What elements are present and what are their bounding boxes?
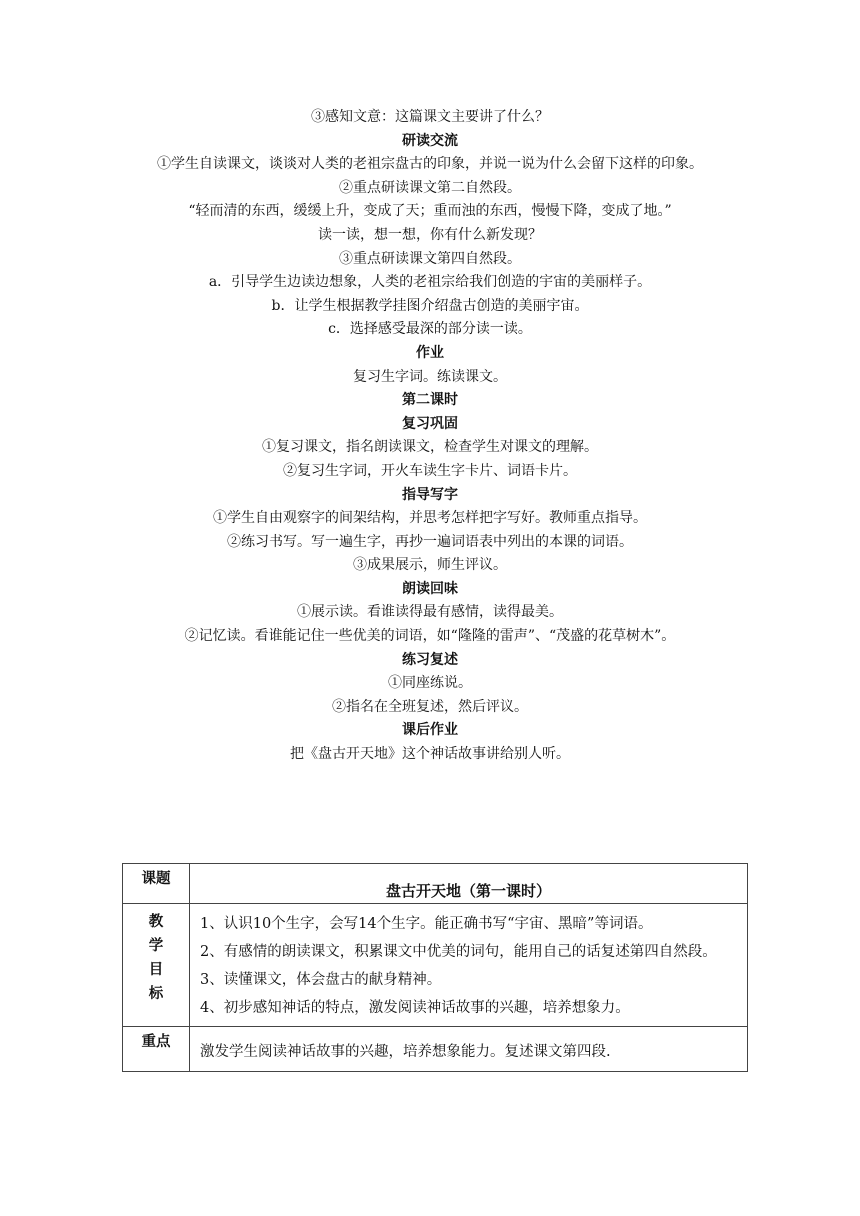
body-line: a．引导学生边读边想象，人类的老祖宗给我们创造的宇宙的美丽样子。 bbox=[208, 274, 652, 291]
section-heading: 朗读回味 bbox=[402, 580, 458, 597]
goal-item: 4、初步感知神话的特点，激发阅读神话故事的兴趣，培养想象力。 bbox=[200, 1000, 630, 1016]
lesson-title: 盘古开天地（第一课时） bbox=[190, 864, 748, 904]
section-heading: 指导写字 bbox=[402, 486, 458, 503]
goals-row bbox=[123, 904, 748, 1027]
body-line: 复习生字词。练读课文。 bbox=[353, 368, 507, 385]
body-line: ②练习书写。写一遍生字，再抄一遍词语表中列出的本课的词语。 bbox=[227, 533, 633, 550]
title-row bbox=[123, 864, 748, 904]
section-heading: 第二课时 bbox=[402, 392, 458, 409]
body-line: ②指名在全班复述，然后评议。 bbox=[332, 698, 528, 715]
body-line: ②记忆读。看谁能记住一些优美的词语，如“隆隆的雷声”、“茂盛的花草树木”。 bbox=[184, 628, 676, 645]
body-line: 读一读，想一想，你有什么新发现？ bbox=[318, 226, 542, 243]
lesson-plan-table bbox=[122, 863, 748, 1072]
body-line: ③重点研读课文第四自然段。 bbox=[339, 250, 521, 267]
body-line: “轻而清的东西，缓缓上升，变成了天；重而浊的东西，慢慢下降，变成了地。” bbox=[188, 203, 672, 220]
goals-label-char: 目 bbox=[148, 962, 164, 978]
body-line: ①展示读。看谁读得最有感情，读得最美。 bbox=[297, 604, 563, 621]
lesson-body bbox=[120, 106, 740, 767]
body-line: ②复习生字词，开火车读生字卡片、词语卡片。 bbox=[283, 462, 577, 479]
goal-item: 1、认识10个生字，会写14个生字。能正确书写“宇宙、黑暗”等词语。 bbox=[200, 916, 653, 932]
body-line: b．让学生根据教学挂图介绍盘古创造的美丽宇宙。 bbox=[271, 297, 589, 314]
body-line: ①复习课文，指名朗读课文，检查学生对课文的理解。 bbox=[262, 439, 598, 456]
goals-label-char: 标 bbox=[148, 986, 164, 1002]
body-line: ③感知文意：这篇课文主要讲了什么？ bbox=[311, 109, 549, 125]
goals-label-char: 学 bbox=[148, 938, 164, 954]
goals-list bbox=[190, 904, 748, 1027]
title-label: 课题 bbox=[123, 864, 190, 904]
goal-item: 2、有感情的朗读课文，积累课文中优美的词句，能用自己的话复述第四自然段。 bbox=[200, 944, 717, 960]
body-line: ②重点研读课文第二自然段。 bbox=[339, 179, 521, 196]
section-heading: 课后作业 bbox=[402, 722, 458, 739]
key-row bbox=[123, 1027, 748, 1072]
body-line: 把《盘古开天地》这个神话故事讲给别人听。 bbox=[290, 746, 570, 763]
goal-item: 3、读懂课文，体会盘古的献身精神。 bbox=[200, 972, 442, 988]
body-line: ③成果展示，师生评议。 bbox=[353, 557, 507, 574]
body-line: ①学生自读课文，谈谈对人类的老祖宗盘古的印象，并说一说为什么会留下这样的印象。 bbox=[157, 156, 703, 173]
goals-label bbox=[123, 904, 190, 1027]
section-heading: 研读交流 bbox=[402, 132, 458, 149]
body-line: ①同座练说。 bbox=[388, 675, 472, 692]
goals-label-char: 教 bbox=[148, 914, 164, 930]
body-line: c．选择感受最深的部分读一读。 bbox=[328, 321, 532, 338]
section-heading: 练习复述 bbox=[402, 651, 458, 668]
key-label: 重点 bbox=[123, 1027, 190, 1072]
key-point: 激发学生阅读神话故事的兴趣，培养想象能力。复述课文第四段. bbox=[190, 1027, 748, 1072]
section-heading: 作业 bbox=[416, 344, 444, 361]
body-line: ①学生自由观察字的间架结构，并思考怎样把字写好。教师重点指导。 bbox=[213, 510, 647, 527]
section-heading: 复习巩固 bbox=[402, 415, 458, 432]
